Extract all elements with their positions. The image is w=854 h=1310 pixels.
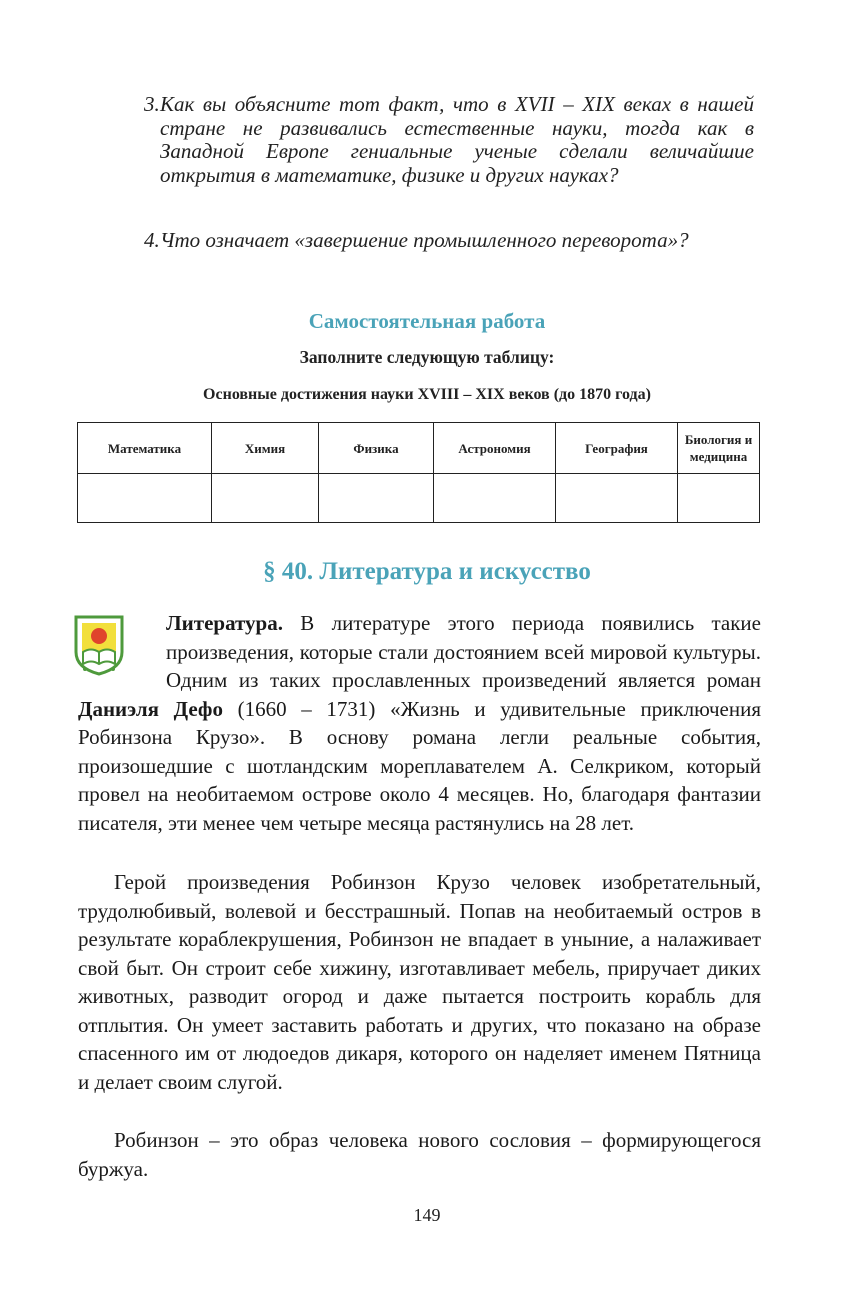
paragraph-robinson-image: Робинзон – это образ человека нового сословия – формирующегося буржуа. [78, 1128, 761, 1181]
table-cell [212, 474, 319, 523]
question-4-number: 4. [144, 228, 160, 252]
section-title: § 40. Литература и искусство [263, 558, 591, 585]
achievements-table [77, 422, 760, 523]
icon-wrap-space [78, 609, 166, 685]
column-header-chemistry: Химия [212, 423, 319, 474]
paragraph-robinson-hero: Герой произведения Робинзон Крузо человек изобретательный, трудолюбивый, волевой и бесстрашный. Попав на необитаемый остров в результате кораблекрушения, Робинзон не впадает в уныние, а налаживает свой быт. Он строит себе хижину, изготавливает мебель, приручает диких животных, разводит огород и даже пытается построить корабль для отплытия. Он умеет заставить работать и других, что показано на образе спасенного им от людоедов дикаря, которого он наделяет именем Пятница и делает своим слугой. [78, 870, 761, 1094]
question-3-number: 3. [144, 92, 160, 116]
table-cell [78, 474, 212, 523]
table-cell [556, 474, 678, 523]
column-header-biology: Биология и медицина [678, 423, 760, 474]
paragraph-text-part1: В литературе этого периода появились такие произведения, которые стали достоянием всей мировой культуры. Одним из таких прославленных произведений является роман [166, 611, 761, 692]
column-header-astronomy: Астрономия [434, 423, 556, 474]
table-empty-row [78, 474, 760, 523]
paragraph-text-part2: (1660 – 1731) «Жизнь и удивительные приключения Робинзона Крузо». В основу романа легли реальные события, произошедшие с шотландским мореплавателем А. Селкриком, который провел на необитаемом острове около 4 месяцев. Но, благодаря фантазии писателя, эти менее чем четыре месяца растянулись на 28 лет. [78, 696, 762, 835]
table-header-row [78, 423, 760, 474]
table-cell [678, 474, 760, 523]
assignment-instruction: Заполните следующую таблицу: [299, 347, 555, 367]
question-3-text: Как вы объясните тот факт, что в XVII – XIX веках в нашей стране не развивались естественные науки, тогда как в Западной Европе гениальные ученые сделали величайшие открытия в математике, физике и других науках? [160, 92, 754, 187]
question-4-text: Что означает «завершение промышленного переворота»? [160, 228, 689, 252]
paragraph-literature [78, 609, 761, 837]
column-header-geography: География [556, 423, 678, 474]
page-number: 149 [413, 1205, 441, 1225]
author-name: Даниэля Дефо [78, 696, 223, 721]
table-cell [319, 474, 434, 523]
column-header-physics: Физика [319, 423, 434, 474]
table-caption: Основные достижения науки XVIII – XIX веков (до 1870 года) [203, 386, 651, 403]
column-header-math: Математика [78, 423, 212, 474]
paragraph-lead: Литература. [166, 611, 283, 635]
question-4 [144, 228, 754, 253]
question-3 [144, 92, 754, 187]
assignment-title: Самостоятельная работа [308, 309, 546, 333]
table-cell [434, 474, 556, 523]
